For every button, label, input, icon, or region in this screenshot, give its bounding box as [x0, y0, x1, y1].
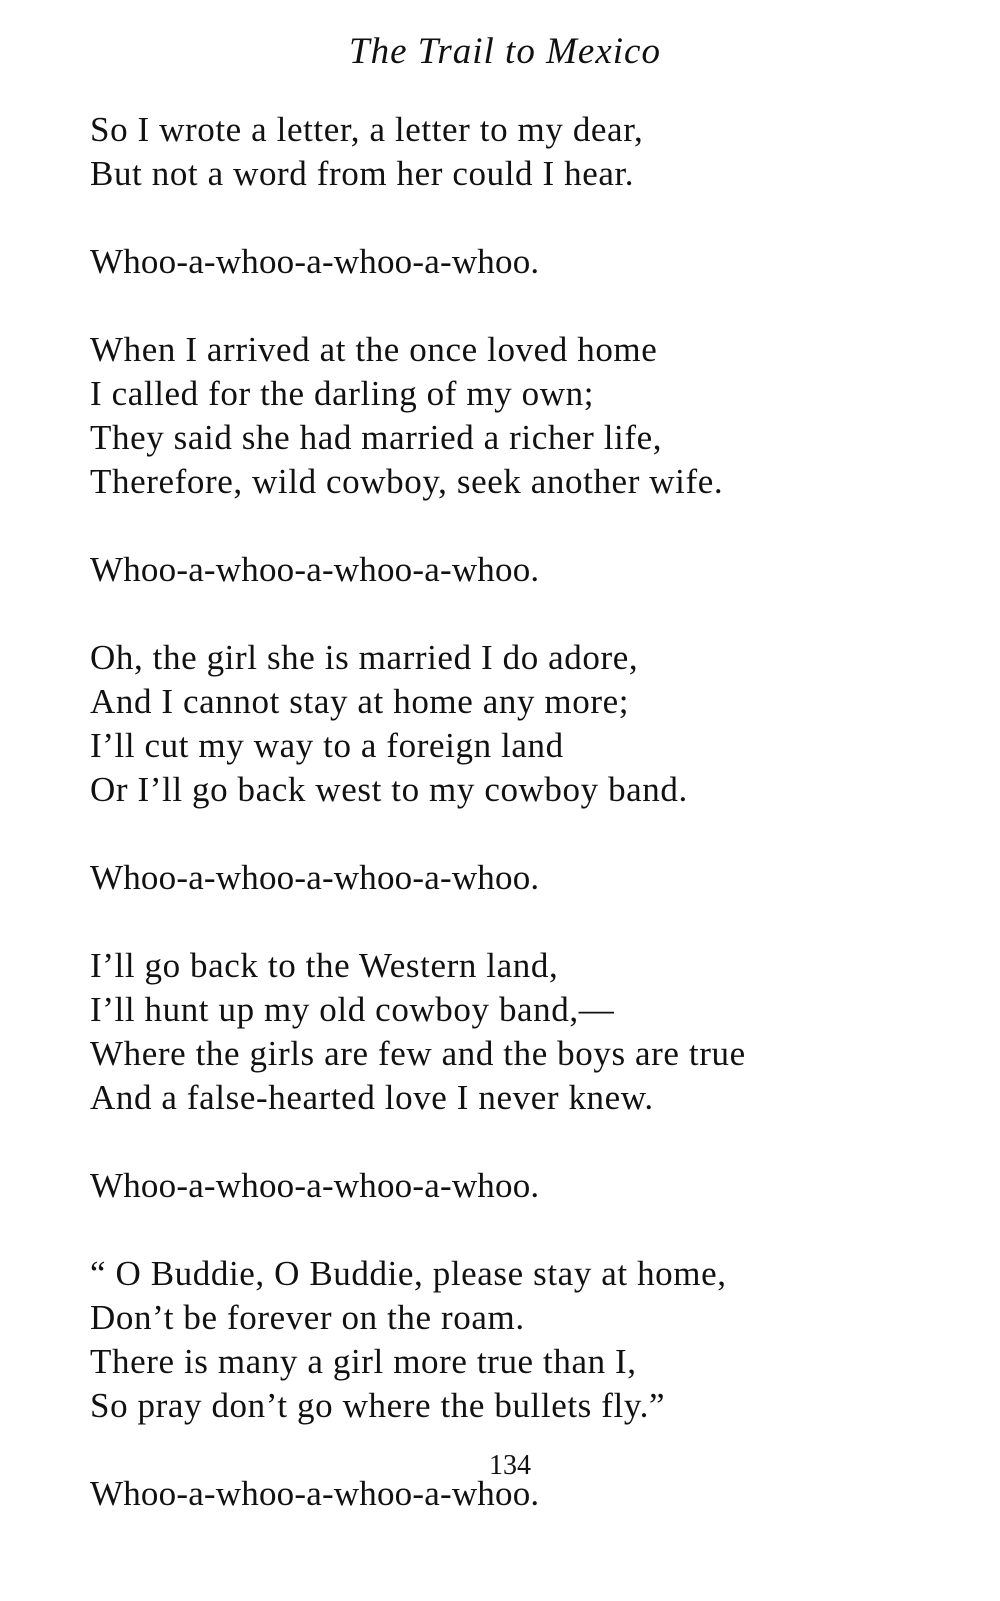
refrain-line: Whoo-a-whoo-a-whoo-a-whoo. — [90, 1166, 540, 1205]
refrain-line: Whoo-a-whoo-a-whoo-a-whoo. — [90, 858, 540, 897]
verse-line: They said she had married a richer life, — [90, 418, 663, 457]
refrain-2 — [90, 548, 970, 592]
stanza-1 — [90, 108, 970, 196]
verse-line: I’ll hunt up my old cowboy band,— — [90, 990, 615, 1029]
stanza-4 — [90, 944, 970, 1120]
verse-line: So pray don’t go where the bullets fly.” — [90, 1386, 666, 1425]
verse-line: Therefore, wild cowboy, seek another wife. — [90, 462, 724, 501]
stanza-2 — [90, 328, 970, 504]
poem-body — [90, 108, 970, 1560]
verse-line: Oh, the girl she is married I do adore, — [90, 638, 639, 677]
refrain-1 — [90, 240, 970, 284]
refrain-line: Whoo-a-whoo-a-whoo-a-whoo. — [90, 1474, 540, 1513]
verse-line: I’ll cut my way to a foreign land — [90, 726, 564, 765]
page-number: 134 — [489, 1450, 531, 1481]
stanza-3 — [90, 636, 970, 812]
verse-line: And a false-hearted love I never knew. — [90, 1078, 654, 1117]
running-title: The Trail to Mexico — [349, 31, 661, 72]
stanza-5 — [90, 1252, 970, 1428]
refrain-3 — [90, 856, 970, 900]
verse-line: Where the girls are few and the boys are true — [90, 1034, 746, 1073]
verse-line: So I wrote a letter, a letter to my dear, — [90, 110, 644, 149]
refrain-line: Whoo-a-whoo-a-whoo-a-whoo. — [90, 242, 540, 281]
verse-line: “ O Buddie, O Buddie, please stay at home, — [90, 1254, 727, 1293]
refrain-line: Whoo-a-whoo-a-whoo-a-whoo. — [90, 550, 540, 589]
verse-line: I called for the darling of my own; — [90, 374, 595, 413]
verse-line: There is many a girl more true than I, — [90, 1342, 637, 1381]
refrain-4 — [90, 1164, 970, 1208]
verse-line: But not a word from her could I hear. — [90, 154, 635, 193]
verse-line: And I cannot stay at home any more; — [90, 682, 630, 721]
verse-line: I’ll go back to the Western land, — [90, 946, 559, 985]
verse-line: When I arrived at the once loved home — [90, 330, 658, 369]
verse-line: Don’t be forever on the roam. — [90, 1298, 525, 1337]
verse-line: Or I’ll go back west to my cowboy band. — [90, 770, 688, 809]
